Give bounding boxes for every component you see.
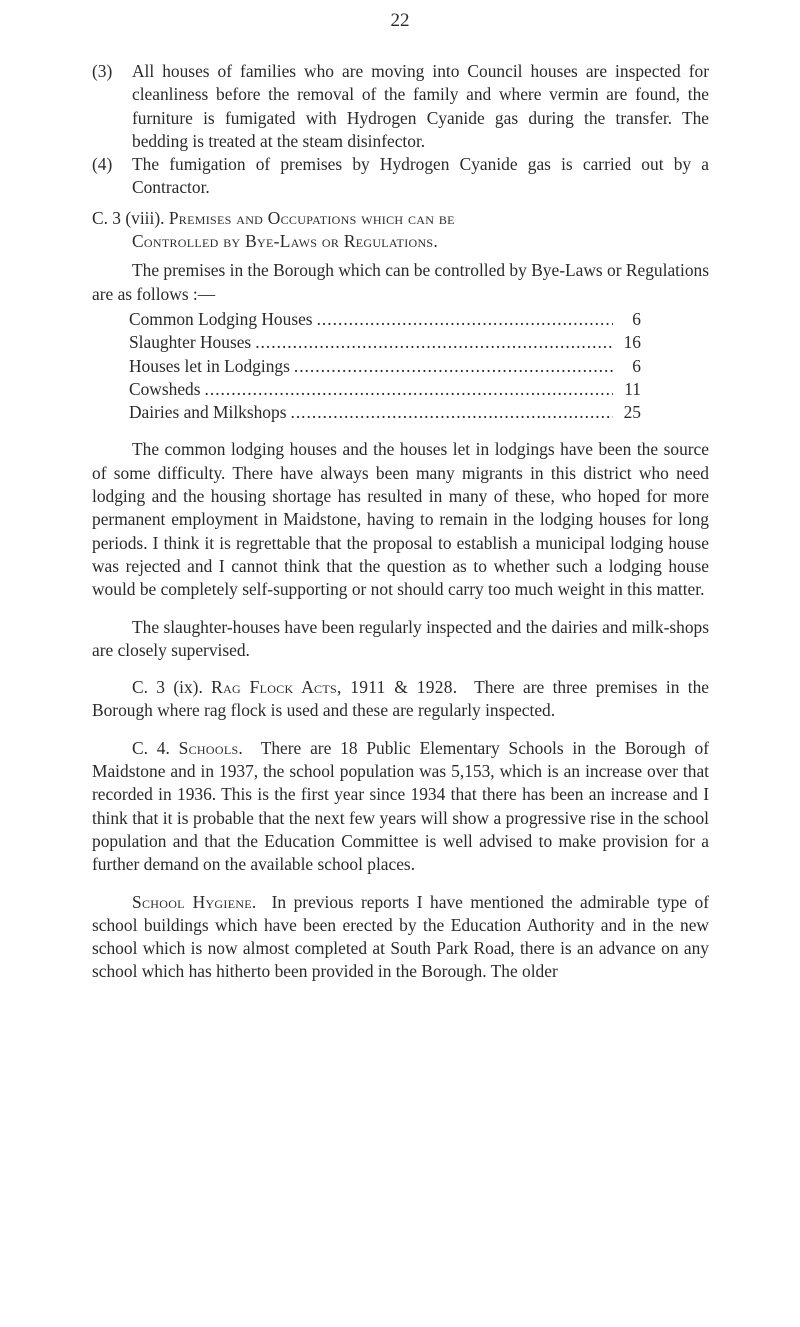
page-number: 22: [390, 10, 410, 31]
section-ref: C. 3 (viii).: [92, 207, 165, 228]
paragraph-slaughter: The slaughter-houses have been regularly inspected and the dairies and milk-shops are closely supervised.: [92, 616, 709, 660]
leader-dots: [255, 331, 613, 354]
row-value: 6: [632, 355, 641, 376]
page-content: [92, 60, 709, 984]
section-title-continued: Controlled by Bye-Laws or Regulations.: [132, 231, 439, 252]
row-value: 11: [624, 378, 641, 399]
leader-dots: [290, 401, 613, 424]
row-label: Cowsheds: [129, 378, 201, 399]
section-ref: C. 3 (ix).: [132, 677, 203, 698]
leader-dots: [317, 308, 613, 331]
spacer: [92, 662, 709, 676]
row-value: 16: [623, 332, 641, 353]
paragraph-lodging: The common lodging houses and the houses let in lodgings have been the source of some difficulty. There have always been many migrants in this district who need lodging and the housing shortage has resulted in many of these, who hoped for more permanent employment in Maidstone, having to remain in the lodging houses for long periods. I think it is regrettable that the proposal to establish a municipal lodging house was rejected and I cannot think that the question as to whether such a lodging house would be completely self-supporting or not should carry too much weight in this matter.: [92, 439, 709, 600]
paragraph-rag-flock: [92, 676, 709, 723]
section-ref: C. 4.: [132, 737, 170, 758]
row-value: 6: [632, 308, 641, 329]
list-item: [92, 153, 709, 200]
item-text: All houses of families who are moving into Council houses are inspected for cleanliness before the removal of the family and where vermin are found, the furniture is fumigated with Hydrogen Cyanide gas during the transfer. The bedding is treated at the steam disinfector.: [132, 61, 709, 151]
list-row: [129, 331, 641, 354]
section-text: There are 18 Public Elementary Schools in the Borough of Maidstone and in 1937, the school population was 5,153, which is an increase over that recorded in 1936. This is the first year since 1934 that there has been an increase and I think that it is probable that the next few years will show a progressive rise in the school population and that the Education Committee is well advised to make provision for a further demand on the available school places.: [92, 737, 709, 875]
row-label: Houses let in Lodgings: [129, 355, 290, 376]
section-title: Rag Flock Acts, 1911 & 1928.: [211, 677, 458, 698]
spacer: [92, 877, 709, 891]
premises-list: [129, 308, 641, 424]
row-value: 25: [623, 402, 641, 423]
row-label: Slaughter Houses: [129, 332, 252, 353]
spacer: [92, 723, 709, 737]
section-title: School Hygiene.: [132, 891, 257, 912]
paragraph-schools: [92, 737, 709, 877]
item-number: (3): [92, 61, 113, 81]
list-row: [129, 308, 641, 331]
list-row: [129, 401, 641, 424]
row-label: Common Lodging Houses: [129, 308, 313, 329]
section-text: In previous reports I have mentioned the admirable type of school buildings which have been erected by the Education Authority and in the new school which is now almost completed at South Park Road, there is an advance on any school which has hitherto been provided in the Borough. The older: [92, 891, 710, 982]
section-title: Schools.: [178, 737, 244, 758]
list-row: [129, 378, 641, 401]
paragraph-school-hygiene: [92, 891, 709, 984]
section-text: There are three premises in the Borough where rag flock is used and these are regularly inspected.: [92, 677, 709, 721]
row-label: Dairies and Milkshops: [129, 402, 287, 423]
leader-dots: [294, 355, 613, 378]
section-heading-c3viii: [92, 207, 709, 254]
paragraph-intro: The premises in the Borough which can be controlled by Bye-Laws or Regulations are as follows :—: [92, 260, 709, 304]
spacer: [92, 602, 709, 616]
item-text: The fumigation of premises by Hydrogen Cyanide gas is carried out by a Contractor.: [132, 154, 709, 198]
list-item: [92, 60, 709, 153]
list-row: [129, 355, 641, 378]
item-number: (4): [92, 154, 113, 175]
section-title: Premises and Occupations which can be: [168, 207, 455, 228]
leader-dots: [205, 378, 614, 401]
spacer: [92, 424, 709, 438]
